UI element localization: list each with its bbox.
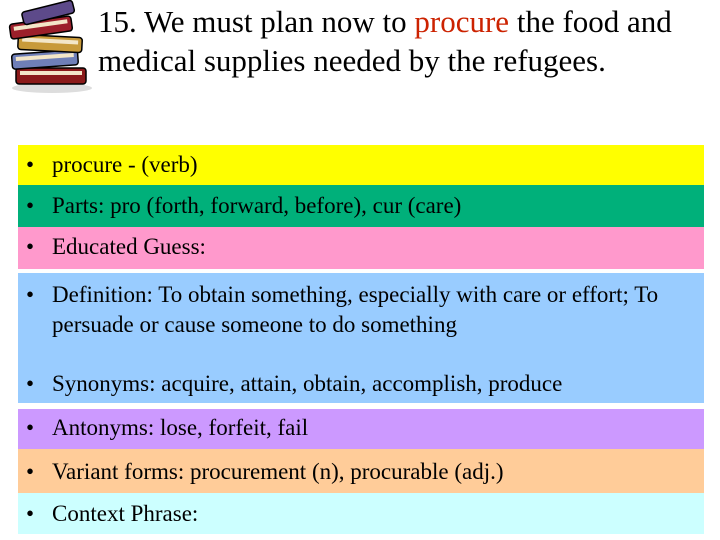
bullet: • xyxy=(26,459,35,484)
band-definition-synonyms xyxy=(18,273,704,403)
bullet: • xyxy=(26,415,35,440)
band-antonyms xyxy=(18,409,704,449)
bullet: • xyxy=(26,193,35,218)
band-educated-guess xyxy=(18,227,704,269)
item-text: Educated Guess: xyxy=(52,234,206,259)
bullet: • xyxy=(26,371,35,396)
bullet: • xyxy=(26,234,35,259)
item-text: Synonyms: acquire, attain, obtain, accomplish, produce xyxy=(52,371,563,396)
title-text-start: We must plan now to xyxy=(143,4,407,39)
item-text: Parts: pro (forth, forward, before), cur (care) xyxy=(52,193,462,218)
band-parts xyxy=(18,185,704,227)
item-text: Variant forms: procurement (n), procurable (adj.) xyxy=(52,459,504,484)
band-variant-forms xyxy=(18,449,704,493)
bullet: • xyxy=(26,152,35,177)
bullet: • xyxy=(26,282,35,307)
title-text-end: the food and medical supplies needed by the refugees. xyxy=(98,4,672,78)
item-text: Context Phrase: xyxy=(52,501,199,526)
bullet: • xyxy=(26,501,35,526)
title-highlight-word: procure xyxy=(414,4,510,39)
item-text: Antonyms: lose, forfeit, fail xyxy=(52,415,309,440)
item-text: Definition: To obtain something, especially with care or effort; To persuade or cause someone to do something xyxy=(52,282,659,337)
item-text: procure - (verb) xyxy=(52,152,198,177)
band-context-phrase xyxy=(18,493,704,534)
band-part-of-speech xyxy=(18,145,704,185)
slide-title xyxy=(98,2,718,80)
title-number: 15. xyxy=(98,4,137,39)
stack-of-books-icon xyxy=(2,0,98,96)
